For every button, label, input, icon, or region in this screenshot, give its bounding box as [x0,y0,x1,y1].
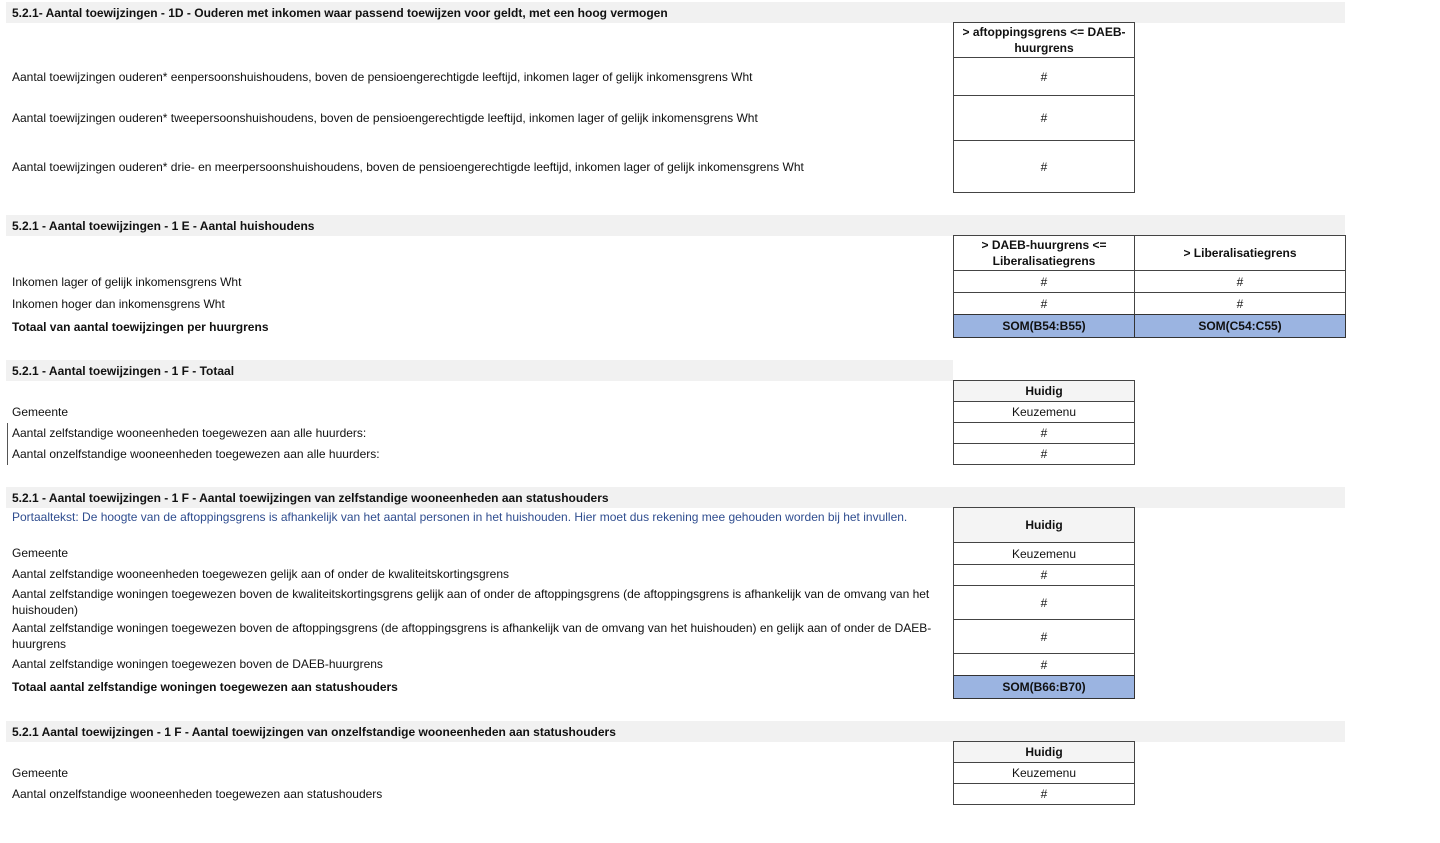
column-header-huidig: Huidig [953,741,1135,763]
row-label: Aantal zelfstandige wooneenheden toegewezen gelijk aan of onder de kwaliteitskortingsgrens [12,567,509,581]
total-cell: SOM(B66:B70) [953,675,1135,699]
row-label: Gemeente [12,546,69,560]
input-cell[interactable]: # [953,443,1135,465]
input-cell[interactable]: # [1134,270,1346,293]
column-header-aftoppingsgrens: > aftoppingsgrens <= DAEB-huurgrens [953,22,1135,58]
input-cell[interactable]: # [953,653,1135,676]
section-title-1f-totaal: 5.2.1 - Aantal toewijzingen - 1 F - Totaal [12,364,235,378]
section-title-1e: 5.2.1 - Aantal toewijzingen - 1 E - Aantal huishoudens [12,219,315,233]
row-label: Inkomen lager of gelijk inkomensgrens Wht [12,275,242,289]
dropdown-cell[interactable]: Keuzemenu [953,542,1135,565]
total-cell: SOM(B54:B55) [953,314,1135,338]
input-cell[interactable]: # [953,564,1135,586]
column-header-daeb-liberalisatie: > DAEB-huurgrens <= Liberalisatiegrens [953,235,1135,271]
input-cell[interactable]: # [953,95,1135,141]
row-label: Gemeente [12,766,69,780]
total-label: Totaal van aantal toewijzingen per huurgrens [12,320,269,334]
row-label: Aantal toewijzingen ouderen* eenpersoonshuishoudens, boven de pensioengerechtigde leeftijd, inkomen lager of gelijk inkomensgrens Wht [12,70,753,84]
row-label: Aantal toewijzingen ouderen* drie- en meerpersoonshuishoudens, boven de pensioengerechtigde leeftijd, inkomen lager of gelijk inkomensgrens Wht [12,160,804,174]
row-label: Aantal toewijzingen ouderen* tweepersoonshuishoudens, boven de pensioengerechtigde leeftijd, inkomen lager of gelijk inkomensgrens Wht [12,111,758,125]
input-cell[interactable]: # [953,140,1135,193]
row-label: Aantal zelfstandige wooneenheden toegewezen aan alle huurders: [12,426,367,440]
input-cell[interactable]: # [953,585,1135,620]
row-label: Inkomen hoger dan inkomensgrens Wht [12,297,225,311]
total-cell: SOM(C54:C55) [1134,314,1346,338]
input-cell[interactable]: # [953,270,1135,293]
dropdown-cell[interactable]: Keuzemenu [953,762,1135,784]
row-label: Aantal zelfstandige woningen toegewezen boven de kwaliteitskortingsgrens gelijk aan of onder de aftoppingsgrens (de aftoppingsgrens is afhankelijk van de omvang van het huishouden) [12,587,930,617]
input-cell[interactable]: # [1134,292,1346,315]
column-header-huidig: Huidig [953,380,1135,402]
portal-note: Portaaltekst: De hoogte van de aftoppingsgrens is afhankelijk van het aantal personen in het huishouden. Hier moet dus rekening mee gehouden worden bij het invullen. [12,510,908,524]
row-label: Aantal zelfstandige woningen toegewezen boven de DAEB-huurgrens [12,657,383,671]
input-cell[interactable]: # [953,783,1135,805]
input-cell[interactable]: # [953,422,1135,444]
row-label: Gemeente [12,405,69,419]
row-label: Aantal onzelfstandige wooneenheden toegewezen aan statushouders [12,787,383,801]
row-label: Aantal zelfstandige woningen toegewezen boven de aftoppingsgrens (de aftoppingsgrens is afhankelijk van de omvang van het huishouden) en gelijk aan of onder de DAEB-huurgrens [12,621,932,651]
total-label: Totaal aantal zelfstandige woningen toegewezen aan statushouders [12,680,398,694]
section-title-1f-zelfstandig: 5.2.1 - Aantal toewijzingen - 1 F - Aantal toewijzingen van zelfstandige wooneenheden aan statushouders [12,491,609,505]
column-header-huidig: Huidig [953,507,1135,543]
row-border [7,423,8,465]
input-cell[interactable]: # [953,57,1135,96]
input-cell[interactable]: # [953,292,1135,315]
section-title-1f-onzelfstandig: 5.2.1 Aantal toewijzingen - 1 F - Aantal toewijzingen van onzelfstandige wooneenheden aan statushouders [12,725,616,739]
column-header-liberalisatiegrens: > Liberalisatiegrens [1134,235,1346,271]
input-cell[interactable]: # [953,619,1135,654]
section-title-1d: 5.2.1- Aantal toewijzingen - 1D - Ouderen met inkomen waar passend toewijzen voor geldt, met een hoog vermogen [12,6,668,20]
dropdown-cell[interactable]: Keuzemenu [953,401,1135,423]
row-label: Aantal onzelfstandige wooneenheden toegewezen aan alle huurders: [12,447,380,461]
